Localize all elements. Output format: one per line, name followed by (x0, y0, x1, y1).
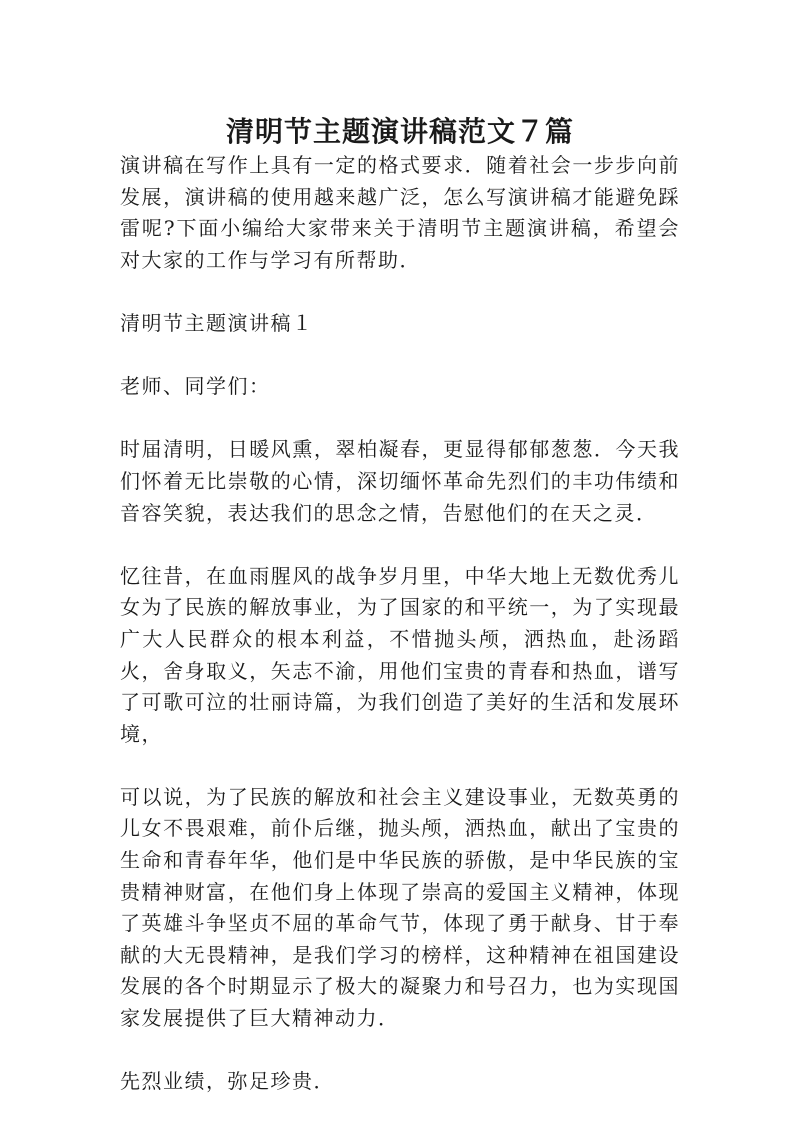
intro-paragraph: 演讲稿在写作上具有一定的格式要求．随着社会一步步向前发展，演讲稿的使用越来越广泛，怎么写演讲稿才能避免踩雷呢?下面小编给大家带来关于清明节主题演讲稿，希望会对大家的工作与学习有所帮助． (120, 153, 680, 272)
body-paragraph: 可以说，为了民族的解放和社会主义建设事业，无数英勇的儿女不畏艰难，前仆后继，抛头颅，洒热血，献出了宝贵的生命和青春年华，他们是中华民族的骄傲，是中华民族的宝贵精神财富，在他们身上体现了崇高的爱国主义精神，体现了英雄斗争坚贞不屈的革命气节，体现了勇于献身、甘于奉献的大无畏精神，是我们学习的榜样，这种精神在祖国建设发展的各个时期显示了极大的凝聚力和号召力，也为实现国家发展提供了巨大精神动力． (120, 784, 680, 1031)
body-paragraph: 时届清明，日暖风熏，翠柏凝春，更显得郁郁葱葱．今天我们怀着无比崇敬的心情，深切缅怀革命先烈们的丰功伟绩和音容笑貌，表达我们的思念之情，告慰他们的在天之灵． (120, 437, 680, 525)
section-heading: 清明节主题演讲稿１ (120, 310, 314, 335)
body-paragraph: 先烈业绩，弥足珍贵． (120, 1069, 335, 1094)
document-body (120, 150, 680, 1129)
document-title: 清明节主题演讲稿范文７篇 (225, 115, 574, 148)
salutation: 老师、同学们： (120, 374, 271, 399)
body-paragraph: 忆往昔，在血雨腥风的战争岁月里，中华大地上无数优秀儿女为了民族的解放事业，为了国家的和平统一，为了实现最广大人民群众的根本利益，不惜抛头颅，洒热血，赴汤蹈火，舍身取义，矢志不渝，用他们宝贵的青春和热血，谱写了可歌可泣的壮丽诗篇，为我们创造了美好的生活和发展环境， (120, 563, 680, 746)
